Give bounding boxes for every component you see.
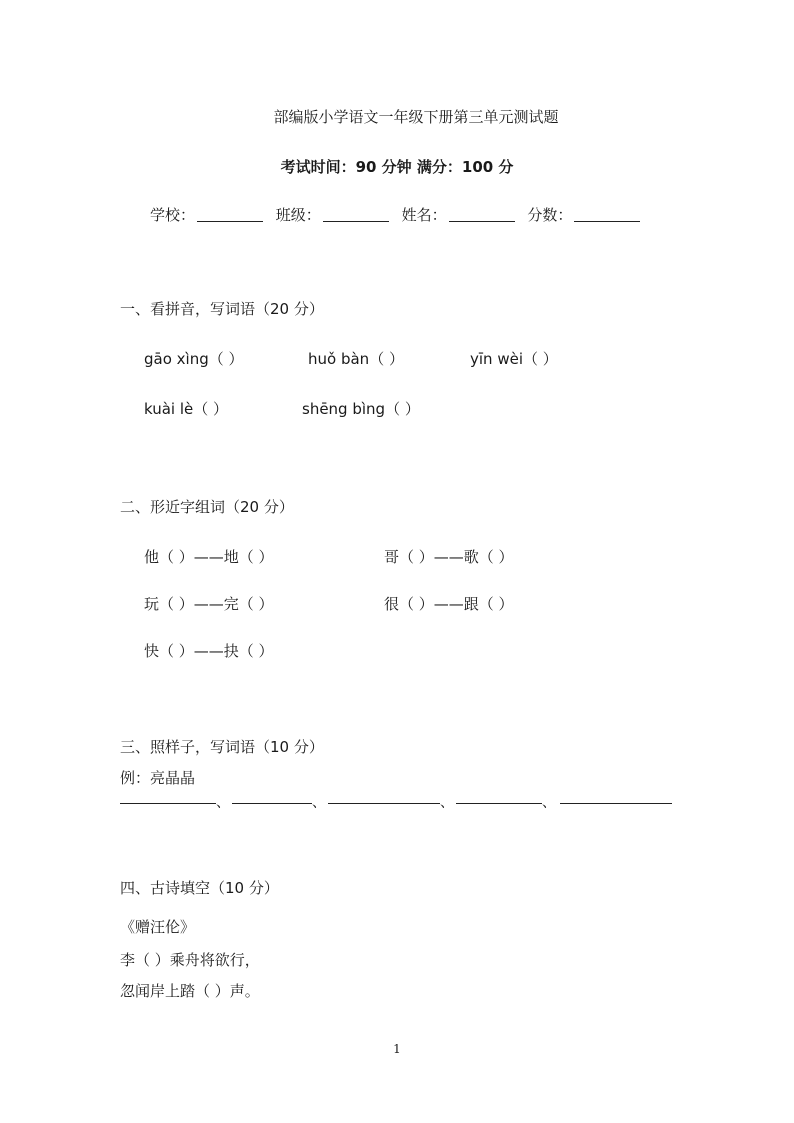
answer-line-1[interactable] xyxy=(120,803,216,804)
answer-paren: （ ） xyxy=(369,350,404,368)
char-b: 完（ ） xyxy=(223,595,274,613)
separator: 、 xyxy=(542,795,556,811)
class-blank[interactable] xyxy=(323,207,389,222)
answer-line-2[interactable] xyxy=(232,803,312,804)
answer-paren: （ ） xyxy=(208,350,244,368)
char-a: 他（ ）—— xyxy=(144,548,224,566)
score-blank[interactable] xyxy=(574,207,640,222)
pinyin-text: yīn wèi xyxy=(470,350,523,368)
pinyin-item-shengbing xyxy=(302,398,420,419)
char-pair-ta-di xyxy=(144,546,274,567)
char-a: 很（ ）—— xyxy=(384,595,464,613)
school-label: 学校： xyxy=(150,206,196,224)
section-3-heading: 三、照样子，写词语（10 分） xyxy=(120,738,324,756)
separator: 、 xyxy=(216,795,230,811)
answer-line-5[interactable] xyxy=(560,803,672,804)
class-label: 班级： xyxy=(275,206,321,224)
student-info-line xyxy=(150,204,648,225)
poem-line-2: 忽闻岸上踏（ ）声。 xyxy=(120,982,260,1000)
pinyin-text: kuài lè xyxy=(144,400,194,418)
separator: 、 xyxy=(440,795,454,811)
char-pair-wan-wan xyxy=(144,593,274,614)
pinyin-item-kuaile xyxy=(144,398,228,419)
poem-title: 《赠汪伦》 xyxy=(120,918,196,936)
char-a: 玩（ ）—— xyxy=(144,595,224,613)
section-4-heading: 四、古诗填空（10 分） xyxy=(120,879,279,897)
name-blank[interactable] xyxy=(449,207,515,222)
answer-line-3[interactable] xyxy=(328,803,440,804)
school-blank[interactable] xyxy=(197,207,263,222)
document-title: 部编版小学语文一年级下册第三单元测试题 xyxy=(273,108,559,126)
separator: 、 xyxy=(312,795,326,811)
page-number: 1 xyxy=(393,1042,401,1056)
char-b: 地（ ） xyxy=(223,548,274,566)
example-text: 例：亮晶晶 xyxy=(120,769,196,787)
pinyin-text: shēng bìng xyxy=(302,400,386,418)
section-2-heading: 二、形近字组词（20 分） xyxy=(120,498,294,516)
answer-line-4[interactable] xyxy=(456,803,542,804)
char-pair-hen-gen xyxy=(384,593,514,614)
answer-paren: （ ） xyxy=(385,400,420,418)
name-label: 姓名： xyxy=(401,206,447,224)
char-b: 跟（ ） xyxy=(463,595,514,613)
char-a: 快（ ）—— xyxy=(144,642,224,660)
char-b: 抉（ ） xyxy=(223,642,274,660)
exam-meta: 考试时间：90 分钟 满分：100 分 xyxy=(280,158,514,176)
pinyin-item-yinwei xyxy=(470,348,558,369)
answer-paren: （ ） xyxy=(193,400,229,418)
char-pair-kuai-jue xyxy=(144,640,274,661)
poem-line-1: 李（ ）乘舟将欲行， xyxy=(120,951,260,969)
section-1-heading: 一、看拼音，写词语（20 分） xyxy=(120,300,324,318)
pinyin-item-gaoxing xyxy=(144,348,244,369)
char-pair-ge-ge xyxy=(384,546,514,567)
answer-paren: （ ） xyxy=(522,350,558,368)
pinyin-text: gāo xìng xyxy=(144,350,209,368)
pinyin-item-huoban xyxy=(308,348,404,369)
pinyin-text: huǒ bàn xyxy=(308,350,370,368)
score-label: 分数： xyxy=(527,206,573,224)
char-a: 哥（ ）—— xyxy=(384,548,464,566)
char-b: 歌（ ） xyxy=(463,548,514,566)
